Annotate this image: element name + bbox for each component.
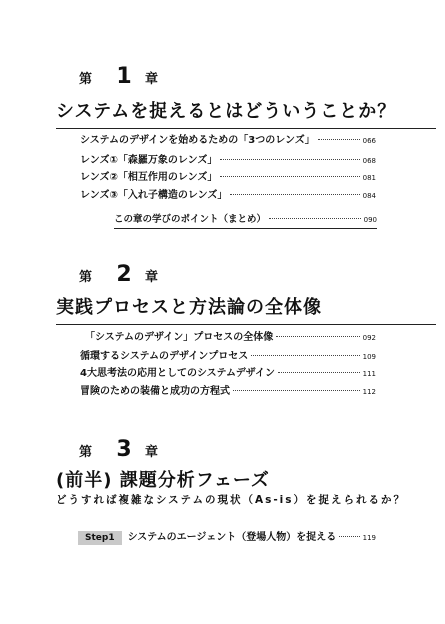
- step-badge: Step1: [78, 531, 122, 545]
- toc-entry-summary[interactable]: [114, 211, 377, 225]
- toc-page-number: 109: [362, 353, 376, 361]
- chapter-number: 2: [116, 262, 132, 287]
- leader-dots: [220, 159, 359, 160]
- toc-entry-label: 循環するシステムのデザインプロセス: [80, 351, 249, 362]
- toc-entry[interactable]: [78, 528, 376, 545]
- chapter-3-subtitle: どうすれば複雑なシステムの現状（As-is）を捉えられるか？: [56, 494, 407, 506]
- chapter-suffix: 章: [145, 270, 159, 285]
- toc-entry[interactable]: [80, 131, 376, 146]
- leader-dots: [278, 372, 360, 373]
- leader-dots: [318, 139, 360, 140]
- chapter-prefix: 第: [79, 445, 93, 460]
- toc-page-number: 066: [362, 137, 376, 145]
- chapter-summary: [114, 211, 377, 229]
- toc-entry-label: レンズ③「入れ子構造のレンズ」: [80, 190, 228, 201]
- toc-entry[interactable]: [80, 151, 376, 166]
- chapter-suffix: 章: [145, 72, 159, 87]
- toc-entry[interactable]: [80, 186, 376, 201]
- toc-page-number: 068: [362, 157, 376, 165]
- chapter-1-title: システムを捉えるとはどういうことか？: [56, 97, 436, 129]
- toc-page-number: 090: [363, 216, 377, 224]
- leader-dots: [269, 218, 361, 219]
- chapter-3-heading: [79, 437, 158, 462]
- chapter-suffix: 章: [145, 445, 159, 460]
- toc-entry-label: 4大思考法の応用としてのシステムデザイン: [80, 368, 276, 379]
- toc-entry-label: システムのエージェント（登場人物）を捉える: [127, 532, 337, 543]
- toc-entry[interactable]: [85, 328, 376, 343]
- toc-entry-label: この章の学びのポイント（まとめ）: [114, 214, 267, 225]
- leader-dots: [251, 355, 359, 356]
- leader-dots: [339, 536, 359, 537]
- toc-entry[interactable]: [80, 168, 376, 183]
- toc-entry-label: レンズ①「森羅万象のレンズ」: [80, 155, 218, 166]
- leader-dots: [220, 176, 359, 177]
- chapter-number: 3: [116, 437, 132, 462]
- chapter-prefix: 第: [79, 72, 93, 87]
- toc-entry-label: 冒険のための装備と成功の方程式: [80, 386, 230, 397]
- toc-entry[interactable]: [80, 364, 376, 379]
- chapter-number: 1: [116, 64, 132, 89]
- toc-page-number: 081: [362, 174, 376, 182]
- toc-entry[interactable]: [80, 347, 376, 362]
- toc-entry-label: レンズ②「相互作用のレンズ」: [80, 172, 218, 183]
- leader-dots: [233, 390, 360, 391]
- chapter-2-title: 実践プロセスと方法論の全体像: [56, 293, 436, 325]
- chapter-2-heading: [79, 262, 158, 287]
- chapter-prefix: 第: [79, 270, 93, 285]
- leader-dots: [276, 336, 359, 337]
- chapter-1-heading: [79, 64, 158, 89]
- leader-dots: [230, 194, 359, 195]
- chapter-3-title: (前半) 課題分析フェーズ: [56, 470, 270, 491]
- toc-entry[interactable]: [80, 382, 376, 397]
- toc-page-number: 092: [362, 334, 376, 342]
- toc-page-number: 084: [362, 192, 376, 200]
- toc-entry-label: システムのデザインを始めるための「3つのレンズ」: [80, 135, 315, 146]
- toc-page-number: 112: [362, 388, 376, 396]
- toc-page-number: 111: [362, 370, 376, 378]
- toc-page-number: 119: [362, 534, 376, 542]
- toc-entry-label: 「システムのデザイン」プロセスの全体像: [85, 332, 274, 343]
